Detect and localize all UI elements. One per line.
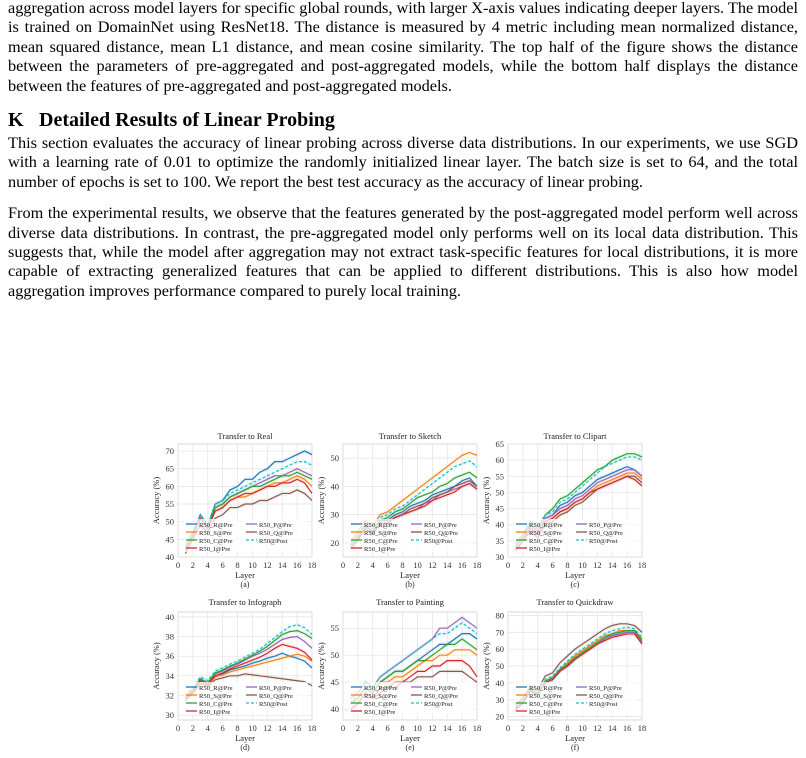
x-axis-label: Layer [400, 570, 420, 580]
legend-entry: R50_I@Pre [199, 709, 231, 716]
x-tick-label: 8 [400, 723, 405, 733]
legend-entry: R50_R@Pre [199, 522, 233, 529]
x-tick-label: 10 [413, 723, 422, 733]
chart-caption: (a) [240, 580, 250, 589]
x-tick-label: 12 [263, 723, 272, 733]
chart-title: Transfer to Quickdraw [536, 597, 614, 607]
legend-entry: R50_P@Pre [259, 522, 292, 529]
legend-entry: R50_S@Pre [364, 530, 397, 537]
legend-entry: R50_C@Pre [364, 701, 398, 708]
chart-title: Transfer to Clipart [543, 431, 607, 441]
chart-caption: (b) [405, 580, 415, 589]
legend-entry: R50_I@Pre [364, 546, 396, 553]
y-tick-label: 65 [165, 463, 174, 474]
y-tick-label: 65 [495, 439, 504, 449]
x-tick-label: 0 [175, 560, 181, 570]
y-tick-label: 50 [330, 453, 339, 464]
x-tick-label: 4 [535, 723, 540, 733]
legend-entry: R50_P@Pre [424, 685, 457, 692]
y-tick-label: 55 [495, 471, 504, 482]
legend-entry: R50@Post [589, 538, 618, 545]
x-tick-label: 8 [565, 723, 570, 733]
x-tick-label: 12 [428, 723, 437, 733]
y-tick-label: 40 [495, 677, 504, 688]
x-axis-label: Layer [565, 570, 585, 580]
chart-caption: (d) [240, 743, 250, 752]
x-tick-label: 6 [385, 560, 390, 570]
y-tick-label: 30 [495, 694, 504, 705]
paragraph-linear-probing-setup: This section evaluates the accuracy of linear probing across diverse data distributions. In our experiments, we use SGD with a learning rate of 0.01 to optimize the randomly initialized linear layer. The batch size is set to 64, and the total number of epochs is set to 100. We report the best test accuracy as the accuracy of linear probing. [8, 133, 798, 191]
legend-entry: R50_I@Pre [529, 546, 561, 553]
chart-legend [349, 519, 473, 553]
chart-legend [184, 519, 308, 553]
x-tick-label: 4 [370, 560, 375, 570]
y-tick-label: 40 [330, 481, 339, 492]
legend-entry: R50_S@Pre [529, 693, 562, 700]
x-tick-label: 10 [413, 560, 422, 570]
y-tick-label: 50 [495, 487, 504, 498]
chart-caption: (c) [570, 580, 580, 589]
y-axis-label: Accuracy (%) [316, 642, 326, 690]
chart-panel-b [316, 431, 481, 589]
legend-entry: R50_R@Pre [364, 522, 398, 529]
x-tick-label: 16 [622, 723, 632, 733]
x-tick-label: 0 [505, 723, 511, 733]
legend-entry: R50_S@Pre [364, 693, 397, 700]
y-tick-label: 45 [165, 534, 174, 545]
x-tick-label: 14 [277, 723, 287, 733]
y-axis-label: Accuracy (%) [151, 476, 161, 525]
x-axis-label: Layer [235, 570, 255, 580]
x-tick-label: 8 [235, 723, 240, 733]
y-tick-label: 40 [495, 519, 504, 530]
y-tick-label: 60 [165, 481, 174, 492]
x-tick-label: 0 [340, 723, 346, 733]
x-tick-label: 10 [248, 560, 257, 570]
chart-caption: (f) [571, 743, 579, 752]
y-axis-label: Accuracy (%) [481, 476, 491, 525]
legend-entry: R50_S@Pre [529, 530, 562, 537]
section-title: Detailed Results of Linear Probing [39, 109, 335, 132]
legend-entry: R50_R@Pre [529, 522, 563, 529]
x-tick-label: 2 [355, 723, 361, 733]
x-tick-label: 0 [505, 560, 511, 570]
x-tick-label: 12 [428, 560, 437, 570]
legend-entry: R50_R@Pre [199, 685, 233, 692]
x-tick-label: 6 [385, 723, 390, 733]
y-tick-label: 38 [165, 631, 174, 642]
x-axis-label: Layer [235, 733, 255, 743]
legend-entry: R50@Post [259, 538, 288, 545]
x-tick-label: 18 [307, 560, 317, 570]
y-tick-label: 60 [495, 455, 504, 466]
legend-entry: R50_P@Pre [589, 685, 622, 692]
x-tick-label: 16 [457, 723, 467, 733]
legend-entry: R50_C@Pre [199, 538, 233, 545]
y-tick-label: 30 [495, 552, 504, 562]
x-tick-label: 8 [400, 560, 405, 570]
x-tick-label: 14 [442, 723, 452, 733]
x-tick-label: 2 [190, 723, 196, 733]
legend-entry: R50_Q@Pre [424, 530, 458, 537]
legend-entry: R50_Q@Pre [424, 693, 458, 700]
y-tick-label: 50 [495, 661, 504, 671]
y-tick-label: 30 [330, 509, 339, 520]
legend-entry: R50_I@Pre [199, 546, 231, 553]
x-tick-label: 18 [637, 560, 647, 570]
x-tick-label: 8 [235, 560, 240, 570]
x-tick-label: 4 [370, 723, 375, 733]
x-tick-label: 16 [292, 723, 302, 733]
legend-entry: R50_I@Pre [529, 709, 561, 716]
y-tick-label: 20 [495, 711, 504, 722]
x-tick-label: 6 [550, 723, 555, 733]
legend-entry: R50_C@Pre [529, 701, 563, 708]
y-tick-label: 50 [165, 516, 174, 527]
x-tick-label: 18 [637, 723, 647, 733]
chart-title: Transfer to Painting [376, 597, 444, 607]
legend-entry: R50_Q@Pre [259, 530, 293, 537]
x-tick-label: 14 [277, 560, 287, 570]
legend-entry: R50_P@Pre [589, 522, 622, 529]
chart-legend [514, 682, 638, 716]
chart-panel-a [151, 431, 316, 589]
legend-entry: R50_C@Pre [199, 701, 233, 708]
legend-entry: R50_Q@Pre [259, 693, 293, 700]
chart-legend [349, 682, 473, 716]
x-tick-label: 16 [292, 560, 302, 570]
paragraph-top: aggregation across model layers for specific global rounds, with larger X-axis values indicating deeper layers. The model is trained on DomainNet using ResNet18. The distance is measured by 4 metric including mean normalized distance, mean squared distance, mean L1 distance, and mean cosine similarity. The top half of the figure shows the distance between the parameters of pre-aggregated and post-aggregated models, while the bottom half displays the distance between the features of pre-aggregated and post-aggregated models. [8, 0, 798, 95]
y-tick-label: 45 [330, 677, 339, 688]
x-tick-label: 0 [175, 723, 181, 733]
y-tick-label: 32 [165, 690, 174, 701]
legend-entry: R50@Post [424, 701, 453, 708]
y-tick-label: 20 [330, 537, 339, 548]
y-axis-label: Accuracy (%) [151, 642, 161, 690]
y-tick-label: 60 [495, 644, 504, 655]
x-tick-label: 18 [472, 560, 482, 570]
legend-entry: R50_C@Pre [364, 538, 398, 545]
x-tick-label: 12 [263, 560, 272, 570]
y-tick-label: 70 [495, 627, 504, 638]
x-tick-label: 2 [190, 560, 196, 570]
y-tick-label: 34 [165, 670, 174, 681]
chart-caption: (e) [405, 743, 415, 752]
x-tick-label: 4 [205, 560, 210, 570]
chart-panel-e [316, 597, 481, 752]
chart-title: Transfer to Infograph [208, 597, 282, 607]
x-tick-label: 14 [442, 560, 452, 570]
x-tick-label: 18 [307, 723, 317, 733]
chart-panel-f [481, 597, 646, 752]
x-tick-label: 12 [593, 560, 602, 570]
y-tick-label: 70 [165, 446, 174, 457]
x-tick-label: 0 [340, 560, 346, 570]
y-tick-label: 36 [165, 651, 174, 662]
y-tick-label: 45 [495, 503, 504, 514]
x-tick-label: 16 [457, 560, 467, 570]
legend-entry: R50_R@Pre [364, 685, 398, 692]
chart-title: Transfer to Real [217, 431, 273, 441]
y-axis-label: Accuracy (%) [481, 642, 491, 690]
legend-entry: R50_Q@Pre [589, 530, 623, 537]
x-tick-label: 14 [607, 723, 617, 733]
x-tick-label: 16 [622, 560, 632, 570]
x-tick-label: 6 [550, 560, 555, 570]
legend-entry: R50_P@Pre [424, 522, 457, 529]
y-tick-label: 30 [165, 710, 174, 721]
x-tick-label: 6 [220, 560, 225, 570]
x-tick-label: 14 [607, 560, 617, 570]
legend-entry: R50@Post [424, 538, 453, 545]
legend-entry: R50_S@Pre [199, 530, 232, 537]
x-tick-label: 10 [578, 560, 587, 570]
y-tick-label: 40 [330, 704, 339, 715]
y-tick-label: 40 [165, 552, 174, 562]
x-tick-label: 2 [355, 560, 361, 570]
legend-entry: R50_Q@Pre [589, 693, 623, 700]
y-tick-label: 55 [165, 499, 174, 510]
y-tick-label: 55 [330, 623, 339, 634]
legend-entry: R50_R@Pre [529, 685, 563, 692]
x-tick-label: 10 [578, 723, 587, 733]
legend-entry: R50_S@Pre [199, 693, 232, 700]
legend-entry: R50_C@Pre [529, 538, 563, 545]
x-tick-label: 2 [520, 560, 526, 570]
chart-legend [184, 682, 308, 716]
x-tick-label: 10 [248, 723, 257, 733]
legend-entry: R50_I@Pre [364, 709, 396, 716]
legend-entry: R50@Post [259, 701, 288, 708]
y-tick-label: 35 [495, 535, 504, 546]
chart-panel-d [151, 597, 316, 752]
chart-panel-c [481, 431, 646, 589]
x-tick-label: 4 [205, 723, 210, 733]
x-tick-label: 8 [565, 560, 570, 570]
legend-entry: R50@Post [589, 701, 618, 708]
x-tick-label: 4 [535, 560, 540, 570]
x-axis-label: Layer [565, 733, 585, 743]
y-tick-label: 50 [330, 650, 339, 661]
y-tick-label: 80 [495, 610, 504, 621]
y-tick-label: 40 [165, 611, 174, 622]
chart-title: Transfer to Sketch [378, 431, 442, 441]
x-axis-label: Layer [400, 733, 420, 743]
chart-legend [514, 519, 638, 553]
x-tick-label: 18 [472, 723, 482, 733]
section-number: K [8, 109, 24, 132]
y-axis-label: Accuracy (%) [316, 476, 326, 525]
legend-entry: R50_P@Pre [259, 685, 292, 692]
x-tick-label: 6 [220, 723, 225, 733]
x-tick-label: 12 [593, 723, 602, 733]
x-tick-label: 2 [520, 723, 526, 733]
paragraph-linear-probing-results: From the experimental results, we observe that the features generated by the post-aggregated model perform well across diverse data distributions. In contrast, the pre-aggregated model only performs well on its local data distribution. This suggests that, while the model after aggregation may not extract task-specific features for local distributions, it is more capable of extracting generalized features that can be applied to different distributions. This is also how model aggregation improves performance compared to purely local training. [8, 203, 798, 300]
